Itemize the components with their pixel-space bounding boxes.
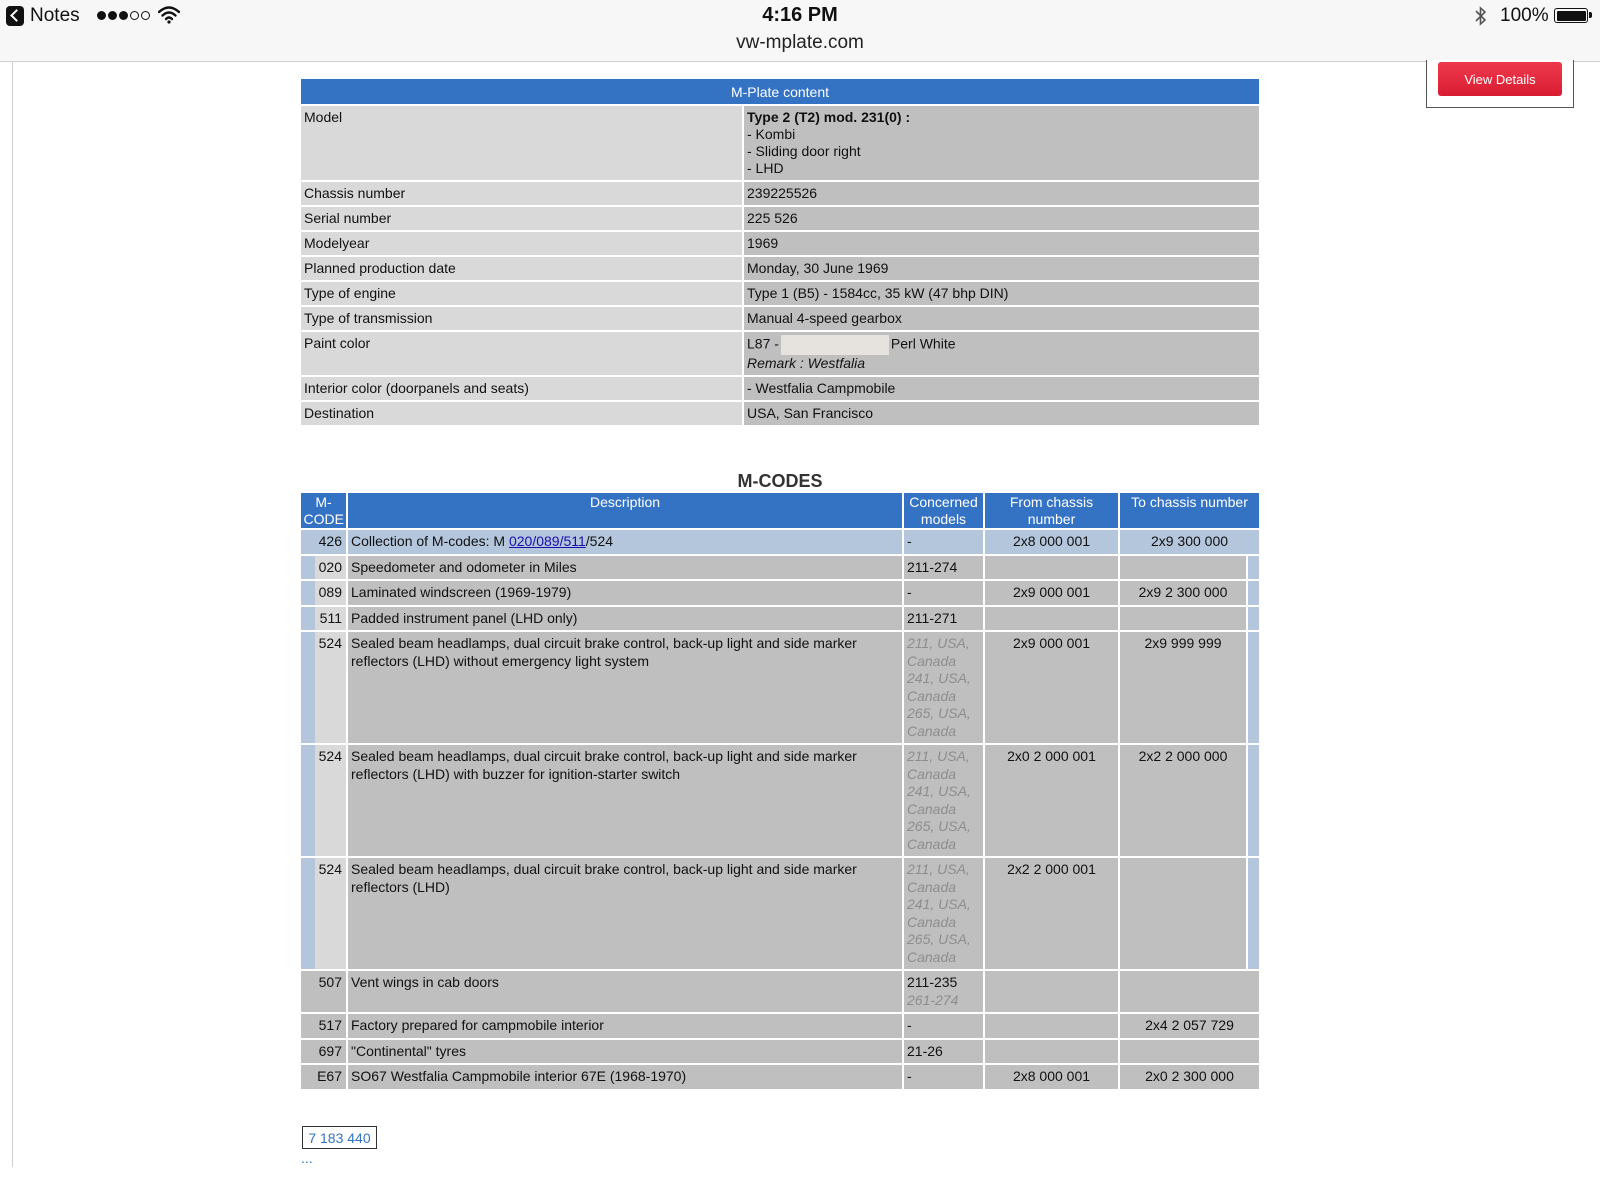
mcode-description [347, 529, 903, 555]
model-title: Type 2 (T2) mod. 231(0) : [747, 109, 911, 125]
row-label: Modelyear [301, 231, 743, 256]
indent-bar [301, 631, 315, 744]
row-value: Monday, 30 June 1969 [743, 256, 1259, 281]
row-value: 225 526 [743, 206, 1259, 231]
mcode-models [903, 1064, 984, 1089]
row-value: 1969 [743, 231, 1259, 256]
mcode-from: 2x0 2 000 001 [984, 744, 1119, 857]
header-description: Description [347, 493, 903, 529]
mcode-to: 2x0 2 300 000 [1119, 1064, 1259, 1089]
mcode-code: E67 [301, 1064, 347, 1089]
mcode-to [1119, 1039, 1259, 1065]
mcode-row [301, 1064, 1259, 1089]
mcode-to [1119, 970, 1259, 1013]
mcode-models [903, 744, 984, 857]
mplate-row-paint [301, 331, 1259, 376]
mcode-sub-row [301, 580, 1259, 606]
header-mcode: M-CODE [301, 493, 347, 529]
models-value: - [907, 1068, 912, 1084]
row-label: Chassis number [301, 181, 743, 206]
mcode-description: Vent wings in cab doors [347, 970, 903, 1013]
indent-bar-right [1247, 631, 1259, 744]
row-value: USA, San Francisco [743, 401, 1259, 425]
models-value: - [907, 584, 912, 600]
mcode-models [903, 1013, 984, 1039]
mcode-description: Sealed beam headlamps, dual circuit brake control, back-up light and side marker reflectors (LHD) [347, 857, 903, 970]
row-value: Type 1 (B5) - 1584cc, 35 kW (47 bhp DIN) [743, 281, 1259, 306]
address-bar-url[interactable]: vw-mplate.com [736, 32, 864, 53]
header-from-chassis: From chassis number [984, 493, 1119, 529]
mcode-sub-row [301, 744, 1259, 857]
mplate-row [301, 181, 1259, 206]
mcode-from: 2x8 000 001 [984, 1064, 1119, 1089]
mcode-from: 2x9 000 001 [984, 580, 1119, 606]
mcode-from [984, 606, 1119, 632]
mcode-link-020[interactable]: 020 [508, 533, 533, 549]
mplate-row [301, 306, 1259, 331]
mcodes-table [301, 493, 1259, 1089]
mcode-to: 2x4 2 057 729 [1119, 1013, 1259, 1039]
mcode-from [984, 970, 1119, 1013]
mcode-from: 2x8 000 001 [984, 529, 1119, 555]
mcode-code: 426 [301, 529, 347, 555]
collection-prefix: Collection of M-codes: M [351, 533, 509, 549]
mcode-to: 2x9 999 999 [1119, 631, 1247, 744]
mcode-to [1119, 555, 1247, 581]
mcode-to [1119, 857, 1247, 970]
indent-bar [301, 580, 315, 606]
indent-bar [301, 555, 315, 581]
mcode-row-collection [301, 529, 1259, 555]
mplate-row [301, 256, 1259, 281]
mplate-row-interior [301, 376, 1259, 401]
paint-value [743, 331, 1259, 376]
mplate-row [301, 281, 1259, 306]
indent-bar [301, 857, 315, 970]
indent-bar [301, 606, 315, 632]
mcode-code: 089 [315, 580, 347, 606]
models-value: - [907, 1017, 912, 1033]
mcode-to [1119, 606, 1247, 632]
mcode-description: Padded instrument panel (LHD only) [347, 606, 903, 632]
models-value: 211-274 [907, 558, 958, 575]
mcode-link-089[interactable]: 089 [536, 533, 560, 549]
mcode-description: Laminated windscreen (1969-1979) [347, 580, 903, 606]
models-grey: 261-274 [907, 991, 959, 1008]
paint-code: L87 - [747, 335, 779, 352]
indent-bar [301, 744, 315, 857]
mcode-sub-row [301, 857, 1259, 970]
row-value: Manual 4-speed gearbox [743, 306, 1259, 331]
mcode-from [984, 1013, 1119, 1039]
mcode-sub-row [301, 606, 1259, 632]
header-to-chassis: To chassis number [1119, 493, 1259, 529]
row-label: Paint color [301, 331, 743, 376]
mcode-models [903, 606, 984, 632]
more-link[interactable]: ... [301, 1150, 313, 1166]
mcode-code: 511 [315, 606, 347, 632]
mcode-code: 524 [315, 631, 347, 744]
mcode-code: 524 [315, 857, 347, 970]
mcode-description: Sealed beam headlamps, dual circuit brake control, back-up light and side marker reflectors (LHD) without emergency light system [347, 631, 903, 744]
mcode-code: 507 [301, 970, 347, 1013]
model-line: - Sliding door right [747, 143, 861, 159]
view-details-button[interactable]: View Details [1438, 62, 1562, 96]
mcode-models: - [903, 529, 984, 555]
paint-name: Perl White [890, 335, 956, 352]
mcode-code: 524 [315, 744, 347, 857]
mcode-description: Speedometer and odometer in Miles [347, 555, 903, 581]
row-label: Type of transmission [301, 306, 743, 331]
indent-bar-right [1247, 606, 1259, 632]
mcode-description: "Continental" tyres [347, 1039, 903, 1065]
mcode-row [301, 1039, 1259, 1065]
bluetooth-icon [1474, 6, 1488, 26]
mcode-description: SO67 Westfalia Campmobile interior 67E (1968-1970) [347, 1064, 903, 1089]
mcode-from: 2x9 000 001 [984, 631, 1119, 744]
mcode-sub-row [301, 631, 1259, 744]
mcode-models [903, 857, 984, 970]
mcode-models [903, 970, 984, 1013]
models-value: 211-235 [907, 974, 958, 990]
mcodes-title: M-CODES [737, 471, 823, 491]
mcode-from [984, 555, 1119, 581]
models-grey: 211, USA, Canada 241, USA, Canada 265, USA, Canada [907, 635, 971, 739]
indent-bar-right [1247, 555, 1259, 581]
model-line: - LHD [747, 160, 784, 176]
mcode-description: Sealed beam headlamps, dual circuit brake control, back-up light and side marker reflectors (LHD) with buzzer for ignition-starter switch [347, 744, 903, 857]
clock: 4:16 PM [762, 4, 838, 26]
mcode-code: 697 [301, 1039, 347, 1065]
collection-suffix: /524 [585, 533, 614, 549]
model-value [743, 105, 1259, 181]
models-value: 211-271 [907, 609, 958, 626]
mcode-models [903, 631, 984, 744]
mplate-row-destination [301, 401, 1259, 425]
models-value: 21-26 [907, 1042, 943, 1059]
model-line: - Kombi [747, 126, 796, 142]
mcode-sub-row [301, 555, 1259, 581]
row-label: Destination [301, 401, 743, 425]
mcode-code: 517 [301, 1013, 347, 1039]
mcode-link-511[interactable]: 511 [563, 533, 586, 549]
battery-icon [1554, 8, 1588, 23]
models-grey: 211, USA, Canada 241, USA, Canada 265, USA, Canada [907, 748, 971, 852]
models-grey: 211, USA, Canada 241, USA, Canada 265, USA, Canada [907, 861, 971, 965]
row-value: - Westfalia Campmobile [743, 376, 1259, 401]
indent-bar-right [1247, 580, 1259, 606]
mcode-link-separator[interactable]: / [532, 533, 537, 549]
battery-percentage: 100% [1500, 5, 1549, 26]
mcode-models [903, 1039, 984, 1065]
paint-remark: Remark : Westfalia [747, 355, 865, 371]
mcode-to: 2x2 2 000 000 [1119, 744, 1247, 857]
mplate-content-table [301, 79, 1259, 425]
indent-bar-right [1247, 857, 1259, 970]
mcode-to: 2x9 300 000 [1119, 529, 1259, 555]
row-value: 239225526 [743, 181, 1259, 206]
row-label: Serial number [301, 206, 743, 231]
mplate-row [301, 206, 1259, 231]
mplate-header: M-Plate content [301, 79, 1259, 105]
battery-level-fill [1557, 11, 1586, 21]
mcode-row [301, 1013, 1259, 1039]
row-label: Interior color (doorpanels and seats) [301, 376, 743, 401]
mplate-row-model [301, 105, 1259, 181]
mcode-row [301, 970, 1259, 1013]
page-left-border [12, 62, 13, 1167]
row-label: Type of engine [301, 281, 743, 306]
back-label: Notes [30, 5, 80, 26]
indent-bar-right [1247, 744, 1259, 857]
ad-box [1426, 60, 1574, 108]
mcode-from [984, 1039, 1119, 1065]
header-models: Concerned models [903, 493, 984, 529]
mcode-models [903, 580, 984, 606]
mcode-from: 2x2 2 000 001 [984, 857, 1119, 970]
mplate-row [301, 231, 1259, 256]
mcode-description: Factory prepared for campmobile interior [347, 1013, 903, 1039]
visitor-counter[interactable]: 7 183 440 [302, 1126, 377, 1149]
mcode-models [903, 555, 984, 581]
paint-swatch [781, 335, 889, 355]
mcode-link-separator[interactable]: / [559, 533, 564, 549]
mcode-code: 020 [315, 555, 347, 581]
mcode-to: 2x9 2 300 000 [1119, 580, 1247, 606]
status-bar [0, 0, 1600, 62]
row-label: Model [301, 105, 743, 181]
row-label: Planned production date [301, 256, 743, 281]
